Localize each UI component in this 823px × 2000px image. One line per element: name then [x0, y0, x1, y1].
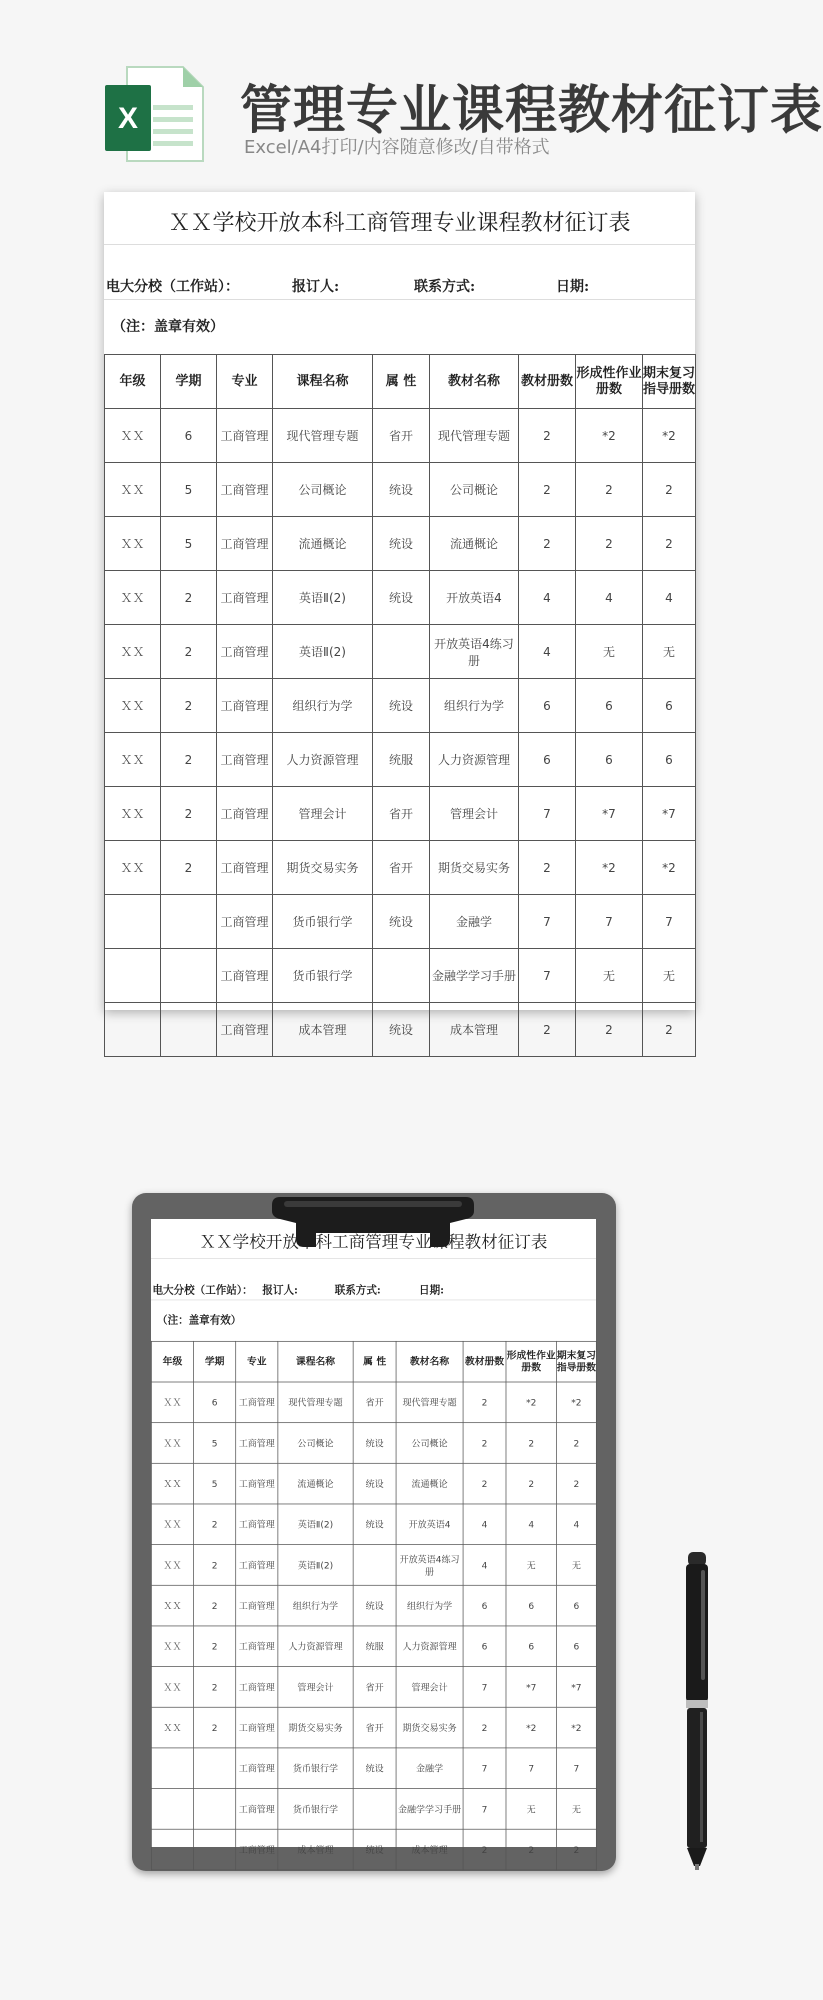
table-cell: 工商管理 [236, 1585, 278, 1626]
table-cell: 统设 [353, 1463, 396, 1504]
table-cell: ＸＸ [151, 1423, 193, 1464]
table-cell: 期货交易实务 [396, 1707, 463, 1748]
sheet-preview [104, 192, 696, 1037]
table-cell: 现代管理专题 [278, 1382, 353, 1423]
table-cell: 管理会计 [396, 1667, 463, 1708]
order-table [104, 354, 696, 1057]
table-cell: 无 [556, 1545, 596, 1586]
table-cell: 统设 [373, 463, 430, 517]
table-cell: 统设 [353, 1504, 396, 1545]
table-cell: ＸＸ [105, 679, 161, 733]
col-header: 学期 [161, 355, 217, 409]
table-cell: ＸＸ [151, 1667, 193, 1708]
contact-label: 联系方式: [334, 1284, 381, 1297]
table-cell: 2 [194, 1545, 236, 1586]
table-cell: 金融学 [430, 895, 519, 949]
table-cell: ＸＸ [105, 787, 161, 841]
table-cell [373, 949, 430, 1003]
table-cell: 省开 [373, 409, 430, 463]
table-cell: 期货交易实务 [278, 1707, 353, 1748]
table-cell: *7 [643, 787, 696, 841]
table-cell: 2 [194, 1585, 236, 1626]
table-cell: 工商管理 [217, 679, 273, 733]
table-row [151, 1423, 596, 1464]
table-cell: 人力资源管理 [273, 733, 373, 787]
col-header: 形成性作业册数 [576, 355, 643, 409]
table-cell: 2 [463, 1463, 506, 1504]
table-cell: 2 [556, 1463, 596, 1504]
col-header: 年级 [105, 355, 161, 409]
table-cell: 2 [506, 1829, 556, 1870]
table-row [151, 1545, 596, 1586]
table-cell: 2 [643, 463, 696, 517]
table-cell: *2 [643, 409, 696, 463]
table-cell: 期货交易实务 [273, 841, 373, 895]
table-row [105, 517, 696, 571]
table-cell: 统设 [353, 1829, 396, 1870]
table-cell: 现代管理专题 [396, 1382, 463, 1423]
col-header: 属 性 [373, 355, 430, 409]
table-cell: 统服 [353, 1626, 396, 1667]
table-cell: 开放英语4练习册 [430, 625, 519, 679]
table-row [105, 625, 696, 679]
table-row [151, 1748, 596, 1789]
table-cell: 2 [463, 1829, 506, 1870]
table-cell: 5 [161, 517, 217, 571]
table-cell: 流通概论 [273, 517, 373, 571]
table-cell: 组织行为学 [430, 679, 519, 733]
table-cell: 6 [556, 1585, 596, 1626]
table-cell: 无 [576, 625, 643, 679]
table-cell: 工商管理 [217, 949, 273, 1003]
table-cell: 无 [506, 1545, 556, 1586]
table-cell: 5 [194, 1463, 236, 1504]
table-cell: 2 [519, 463, 576, 517]
table-cell: 7 [463, 1748, 506, 1789]
clipboard-paper [151, 1219, 596, 1856]
table-cell: 工商管理 [236, 1504, 278, 1545]
table-cell: 5 [194, 1423, 236, 1464]
table-cell: 2 [519, 1003, 576, 1057]
table-cell: 6 [576, 733, 643, 787]
table-cell: ＸＸ [151, 1382, 193, 1423]
table-cell [194, 1829, 236, 1870]
table-cell: *7 [506, 1667, 556, 1708]
table-cell: 4 [519, 625, 576, 679]
table-cell: 6 [161, 409, 217, 463]
table-cell [353, 1789, 396, 1830]
table-cell: ＸＸ [105, 517, 161, 571]
table-cell: 管理会计 [430, 787, 519, 841]
table-row [105, 949, 696, 1003]
table-cell: 统设 [353, 1748, 396, 1789]
svg-text:X: X [117, 102, 139, 135]
table-row [151, 1585, 596, 1626]
col-header: 教材册数 [519, 355, 576, 409]
table-cell: 4 [556, 1504, 596, 1545]
table-cell [161, 949, 217, 1003]
table-cell: ＸＸ [151, 1626, 193, 1667]
table-cell: ＸＸ [151, 1504, 193, 1545]
table-cell: 4 [463, 1504, 506, 1545]
table-row [151, 1707, 596, 1748]
table-cell: 成本管理 [396, 1829, 463, 1870]
table-cell: 工商管理 [217, 517, 273, 571]
col-header: 专业 [236, 1341, 278, 1382]
table-cell: 英语Ⅱ(2) [273, 571, 373, 625]
table-cell: 2 [576, 463, 643, 517]
sheet-info-row [104, 245, 695, 300]
table-row [151, 1382, 596, 1423]
table-cell: 工商管理 [236, 1667, 278, 1708]
table-row [105, 409, 696, 463]
order-table [151, 1341, 597, 1870]
table-cell: 7 [463, 1789, 506, 1830]
table-cell: 管理会计 [273, 787, 373, 841]
table-cell: 货币银行学 [273, 895, 373, 949]
table-cell: ＸＸ [151, 1545, 193, 1586]
orderer-label: 报订人: [292, 279, 340, 295]
table-cell [105, 949, 161, 1003]
table-row [151, 1789, 596, 1830]
table-cell [151, 1748, 193, 1789]
table-cell: *7 [556, 1667, 596, 1708]
table-cell: 4 [643, 571, 696, 625]
table-cell: 人力资源管理 [430, 733, 519, 787]
contact-label: 联系方式: [414, 279, 476, 295]
sheet-title: ＸＸ学校开放本科工商管理专业课程教材征订表 [104, 192, 695, 245]
table-cell: 统设 [373, 571, 430, 625]
table-cell: 金融学学习手册 [430, 949, 519, 1003]
table-cell: *2 [506, 1382, 556, 1423]
page-subtitle: Excel/A4打印/内容随意修改/自带格式 [244, 137, 550, 158]
table-cell: 人力资源管理 [396, 1626, 463, 1667]
col-header: 教材名称 [430, 355, 519, 409]
table-cell: 省开 [353, 1707, 396, 1748]
col-header: 教材名称 [396, 1341, 463, 1382]
branch-label: 电大分校（工作站）： [152, 1284, 253, 1297]
table-cell: 7 [643, 895, 696, 949]
table-row [105, 463, 696, 517]
table-cell: 人力资源管理 [278, 1626, 353, 1667]
table-cell: 货币银行学 [273, 949, 373, 1003]
table-row [105, 679, 696, 733]
table-cell: 6 [463, 1585, 506, 1626]
table-row [105, 787, 696, 841]
table-cell [353, 1545, 396, 1586]
table-cell: 统设 [373, 895, 430, 949]
col-header: 教材册数 [463, 1341, 506, 1382]
col-header: 属 性 [353, 1341, 396, 1382]
table-cell: 期货交易实务 [430, 841, 519, 895]
table-cell: 6 [643, 679, 696, 733]
pen-icon [683, 1552, 711, 1870]
date-label: 日期: [419, 1284, 445, 1297]
table-cell: 2 [519, 517, 576, 571]
table-cell [161, 1003, 217, 1057]
table-cell: 2 [161, 787, 217, 841]
table-cell: 工商管理 [236, 1829, 278, 1870]
col-header: 学期 [194, 1341, 236, 1382]
table-row [151, 1463, 596, 1504]
table-cell: 成本管理 [273, 1003, 373, 1057]
table-cell: 公司概论 [430, 463, 519, 517]
table-cell: 2 [463, 1707, 506, 1748]
sheet-info-row [151, 1259, 596, 1300]
table-cell: 6 [519, 733, 576, 787]
table-cell: 2 [161, 571, 217, 625]
table-cell: 7 [519, 949, 576, 1003]
table-cell: 工商管理 [236, 1463, 278, 1504]
table-cell: 金融学 [396, 1748, 463, 1789]
table-cell: 流通概论 [430, 517, 519, 571]
clipboard [132, 1193, 616, 1871]
table-cell: ＸＸ [105, 571, 161, 625]
table-cell: 货币银行学 [278, 1789, 353, 1830]
table-cell: 无 [556, 1789, 596, 1830]
table-cell: 7 [506, 1748, 556, 1789]
sheet-copy [151, 1219, 596, 1870]
col-header: 专业 [217, 355, 273, 409]
table-cell: 2 [194, 1667, 236, 1708]
table-cell: 货币银行学 [278, 1748, 353, 1789]
table-cell: *2 [556, 1382, 596, 1423]
table-cell: 2 [506, 1463, 556, 1504]
page-title: 管理专业课程教材征订表 [240, 81, 823, 141]
table-cell: 6 [519, 679, 576, 733]
table-cell: 统设 [373, 1003, 430, 1057]
table-cell: 省开 [373, 787, 430, 841]
table-cell: 统设 [373, 679, 430, 733]
table-cell: 6 [463, 1626, 506, 1667]
table-row [151, 1829, 596, 1870]
page-header [0, 0, 823, 180]
table-cell: *2 [643, 841, 696, 895]
table-cell: 7 [463, 1667, 506, 1708]
table-cell: 无 [506, 1789, 556, 1830]
table-cell: 4 [576, 571, 643, 625]
table-cell: ＸＸ [151, 1707, 193, 1748]
table-cell: 工商管理 [236, 1626, 278, 1667]
table-cell: *7 [576, 787, 643, 841]
table-cell: 6 [576, 679, 643, 733]
table-cell: 统设 [353, 1585, 396, 1626]
table-cell: 省开 [353, 1382, 396, 1423]
date-label: 日期: [556, 279, 590, 295]
sheet-note: （注：盖章有效） [112, 319, 224, 335]
table-cell: 工商管理 [217, 1003, 273, 1057]
table-header-row [105, 355, 696, 409]
table-cell: 4 [463, 1545, 506, 1586]
table-cell: 2 [194, 1626, 236, 1667]
table-cell: ＸＸ [151, 1585, 193, 1626]
excel-file-icon [105, 65, 205, 163]
table-cell: 7 [556, 1748, 596, 1789]
table-cell: 现代管理专题 [430, 409, 519, 463]
table-cell: *2 [576, 409, 643, 463]
table-cell [194, 1748, 236, 1789]
table-cell: 工商管理 [217, 733, 273, 787]
table-row [151, 1504, 596, 1545]
table-cell: 工商管理 [217, 787, 273, 841]
table-row [151, 1626, 596, 1667]
table-cell: 2 [161, 625, 217, 679]
table-cell: 组织行为学 [278, 1585, 353, 1626]
table-cell: 公司概论 [396, 1423, 463, 1464]
table-cell: 成本管理 [278, 1829, 353, 1870]
table-cell: 无 [643, 949, 696, 1003]
table-cell: 2 [194, 1504, 236, 1545]
table-cell [194, 1789, 236, 1830]
table-cell: ＸＸ [105, 625, 161, 679]
table-header-row [151, 1341, 596, 1382]
table-cell: 金融学学习手册 [396, 1789, 463, 1830]
table-cell: 6 [643, 733, 696, 787]
table-cell: 7 [576, 895, 643, 949]
table-cell: 公司概论 [278, 1423, 353, 1464]
table-cell: 统服 [373, 733, 430, 787]
table-cell: 工商管理 [217, 895, 273, 949]
table-cell: 6 [506, 1626, 556, 1667]
table-cell [161, 895, 217, 949]
table-cell: 工商管理 [217, 409, 273, 463]
table-cell: 工商管理 [217, 625, 273, 679]
table-cell: 6 [194, 1382, 236, 1423]
table-cell: ＸＸ [105, 409, 161, 463]
table-cell: 2 [556, 1829, 596, 1870]
table-row [151, 1667, 596, 1708]
table-cell: 2 [463, 1423, 506, 1464]
table-cell: 工商管理 [236, 1789, 278, 1830]
table-cell: 2 [519, 841, 576, 895]
col-header: 形成性作业册数 [506, 1341, 556, 1382]
table-cell: 省开 [353, 1667, 396, 1708]
sheet-title: ＸＸ学校开放本科工商管理专业课程教材征订表 [151, 1219, 596, 1259]
table-cell: 2 [576, 517, 643, 571]
table-cell: 工商管理 [236, 1423, 278, 1464]
table-cell: *2 [576, 841, 643, 895]
table-cell: ＸＸ [151, 1463, 193, 1504]
table-cell [105, 1003, 161, 1057]
table-cell: 7 [519, 787, 576, 841]
col-header: 课程名称 [273, 355, 373, 409]
table-cell: 工商管理 [217, 571, 273, 625]
table-cell: ＸＸ [105, 733, 161, 787]
table-cell: 无 [643, 625, 696, 679]
table-cell: 英语Ⅱ(2) [278, 1504, 353, 1545]
orderer-label: 报订人: [262, 1284, 298, 1297]
table-cell: 开放英语4 [396, 1504, 463, 1545]
table-cell: 省开 [373, 841, 430, 895]
table-cell: 组织行为学 [396, 1585, 463, 1626]
table-cell: 2 [194, 1707, 236, 1748]
table-cell: 2 [161, 841, 217, 895]
table-cell: 工商管理 [236, 1707, 278, 1748]
sheet-note: （注：盖章有效） [157, 1314, 242, 1327]
table-cell: *2 [556, 1707, 596, 1748]
table-cell: 4 [506, 1504, 556, 1545]
table-cell: 无 [576, 949, 643, 1003]
table-cell: 现代管理专题 [273, 409, 373, 463]
table-cell: 工商管理 [217, 463, 273, 517]
table-cell: 工商管理 [217, 841, 273, 895]
table-cell: 英语Ⅱ(2) [278, 1545, 353, 1586]
table-row [105, 841, 696, 895]
table-cell: 组织行为学 [273, 679, 373, 733]
col-header: 年级 [151, 1341, 193, 1382]
table-cell: 统设 [373, 517, 430, 571]
table-cell: 统设 [353, 1423, 396, 1464]
table-cell: 6 [506, 1585, 556, 1626]
sheet [151, 1219, 596, 1870]
col-header: 期末复习指导册数 [643, 355, 696, 409]
table-cell: 流通概论 [396, 1463, 463, 1504]
table-cell: 英语Ⅱ(2) [273, 625, 373, 679]
table-row [105, 733, 696, 787]
table-cell: 2 [643, 517, 696, 571]
table-cell [105, 895, 161, 949]
sheet [104, 192, 695, 1057]
table-cell: 工商管理 [236, 1545, 278, 1586]
table-cell: 2 [643, 1003, 696, 1057]
table-cell: 开放英语4 [430, 571, 519, 625]
table-cell [373, 625, 430, 679]
table-cell [151, 1789, 193, 1830]
table-row [105, 571, 696, 625]
binder-clip-icon [270, 1193, 476, 1251]
col-header: 期末复习指导册数 [556, 1341, 596, 1382]
table-cell: 工商管理 [236, 1382, 278, 1423]
table-cell: 2 [161, 679, 217, 733]
table-body [105, 409, 696, 1057]
table-cell: 4 [519, 571, 576, 625]
col-header: 课程名称 [278, 1341, 353, 1382]
table-cell: 工商管理 [236, 1748, 278, 1789]
table-cell: 2 [519, 409, 576, 463]
table-cell [151, 1829, 193, 1870]
table-cell: *2 [506, 1707, 556, 1748]
table-cell: 2 [506, 1423, 556, 1464]
table-cell: ＸＸ [105, 841, 161, 895]
table-cell: 2 [556, 1423, 596, 1464]
table-cell: 2 [161, 733, 217, 787]
table-cell: 公司概论 [273, 463, 373, 517]
table-cell: 流通概论 [278, 1463, 353, 1504]
table-row [105, 895, 696, 949]
table-row [105, 1003, 696, 1057]
table-cell: 开放英语4练习册 [396, 1545, 463, 1586]
branch-label: 电大分校（工作站）： [106, 279, 239, 295]
table-cell: ＸＸ [105, 463, 161, 517]
table-cell: 7 [519, 895, 576, 949]
table-cell: 5 [161, 463, 217, 517]
table-cell: 管理会计 [278, 1667, 353, 1708]
table-cell: 2 [576, 1003, 643, 1057]
table-cell: 6 [556, 1626, 596, 1667]
table-body [151, 1382, 596, 1870]
table-cell: 2 [463, 1382, 506, 1423]
table-cell: 成本管理 [430, 1003, 519, 1057]
